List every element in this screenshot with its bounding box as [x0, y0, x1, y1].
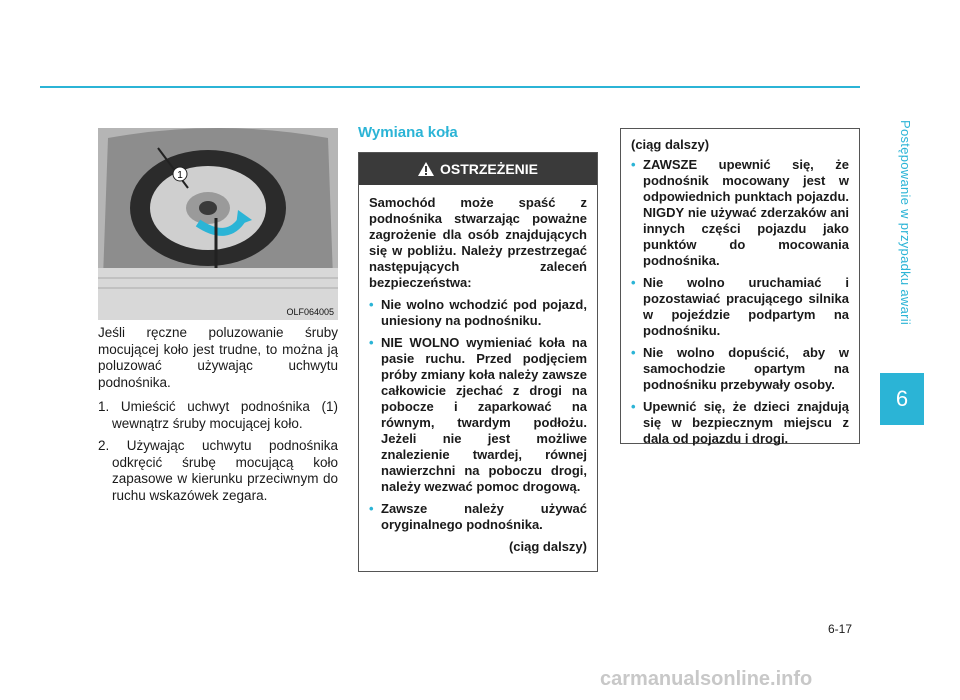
step-item: 1. Umieścić uchwyt podnośnika (1) wewnątrz śruby mocującej koło.: [98, 399, 338, 431]
left-column-text: [98, 325, 338, 510]
warning-item: • Zawsze należy używać oryginalnego podnośnika.: [369, 501, 587, 533]
warning-item: • NIE WOLNO wymieniać koła na pasie ruchu. Przed podjęciem próby zmiany koła należy zawsze całkowicie zjechać z drogi na pobocze i zaparkować na równym, twardym podłożu. Jeżeli nie jest możliwe znalezienie twardej, równej nawierzchni na poboczu drogi, należy wezwać pomoc drogową.: [369, 335, 587, 495]
watermark: carmanualsonline.info: [600, 668, 813, 690]
warning-title: OSTRZEŻENIE: [439, 161, 538, 177]
continuation-list: [631, 157, 849, 447]
spare-wheel-illustration: [98, 128, 338, 320]
figure-code: OLF064005: [286, 307, 334, 317]
step-item: 2. Używając uchwytu podnośnika odkręcić śrubę mocującą koło zapasowe w kierunku przeciwnym do ruchu wskazówek zegara.: [98, 438, 338, 503]
chapter-side-title: Postępowanie w przypadku awarii: [898, 120, 913, 326]
warning-body: [359, 185, 597, 555]
figure-callout: 1: [177, 170, 183, 181]
continued-label: (ciąg dalszy): [508, 539, 587, 554]
continuation-item: • Upewnić się, że dzieci znajdują się w bezpiecznym miejscu z dala od pojazdu i drogi.: [631, 399, 849, 447]
warning-triangle-icon: [418, 162, 434, 176]
continuation-item: • ZAWSZE upewnić się, że podnośnik mocowany jest w odpowiednich punktach pojazdu. NIGDY nie używać zderzaków ani innych części pojazdu jako punktów do mocowania podnośnika.: [631, 157, 849, 269]
section-title: Wymiana koła: [358, 124, 458, 141]
warning-header: [359, 153, 597, 185]
continuation-box: [620, 128, 860, 444]
intro-paragraph: Jeśli ręczne poluzowanie śruby mocującej koło jest trudne, to można ją poluzować używając uchwytu podnośnika.: [98, 325, 338, 390]
steps-list: [98, 399, 338, 504]
continuation-item: • Nie wolno uruchamiać i pozostawiać pracującego silnika w pojeździe podpartym na podnośniku.: [631, 275, 849, 339]
chapter-number-tab: 6: [880, 373, 924, 425]
warning-intro: Samochód może spaść z podnośnika stwarzając poważne zagrożenie dla osób znajdujących się w pobliżu. Należy przestrzegać następujących zaleceń bezpieczeństwa:: [369, 195, 587, 290]
continuation-header: (ciąg dalszy): [631, 137, 710, 152]
warning-item: • Nie wolno wchodzić pod pojazd, uniesiony na podnośniku.: [369, 297, 587, 329]
top-rule: [40, 86, 860, 88]
continuation-item: • Nie wolno dopuścić, aby w samochodzie opartym na podnośniku przebywały osoby.: [631, 345, 849, 393]
warning-box: [358, 152, 598, 572]
spare-wheel-figure: [98, 128, 338, 320]
page-number: 6-17: [828, 622, 853, 636]
warning-list: [369, 297, 587, 533]
